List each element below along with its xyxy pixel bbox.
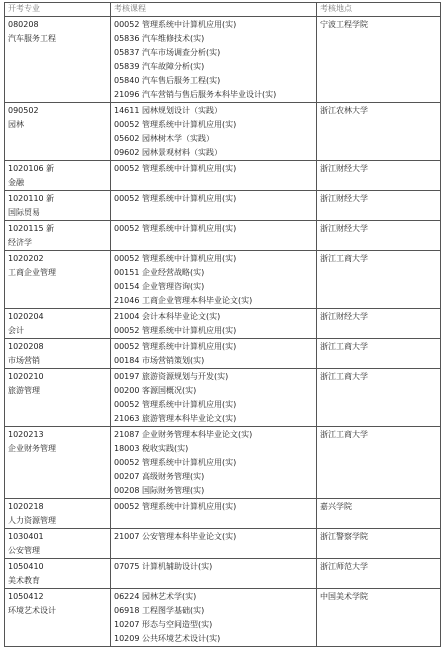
course-line: 00052 管理系统中计算机应用(实) [114, 164, 237, 173]
location-text: 浙江工商大学 [320, 254, 368, 263]
major-line: 1020115 新 [8, 224, 55, 233]
major-cell [5, 369, 111, 427]
course-line: 00052 管理系统中计算机应用(实) [114, 326, 237, 335]
major-line: 080208 [8, 20, 39, 29]
major-line: 1020213 [8, 430, 44, 439]
course-line: 10207 形态与空间造型(实) [114, 620, 213, 629]
major-line: 国际贸易 [8, 208, 40, 217]
courses-cell [111, 191, 317, 221]
major-line: 汽车服务工程 [8, 34, 56, 43]
course-line: 00197 旅游资源规划与开发(实) [114, 372, 229, 381]
major-line: 1020202 [8, 254, 44, 263]
major-cell [5, 17, 111, 103]
location-text: 浙江工商大学 [320, 342, 368, 351]
courses-cell [111, 339, 317, 369]
location-cell [317, 427, 441, 499]
location-cell [317, 191, 441, 221]
course-line: 09602 园林景观材料（实践） [114, 148, 222, 157]
course-line: 18003 税收实践(实) [114, 444, 189, 453]
course-line: 00052 管理系统中计算机应用(实) [114, 342, 237, 351]
major-line: 人力资源管理 [8, 516, 56, 525]
table-header-row [5, 3, 441, 17]
location-cell [317, 103, 441, 161]
location-text: 嘉兴学院 [320, 502, 352, 511]
major-cell [5, 339, 111, 369]
course-line: 05840 汽车售后服务工程(实) [114, 76, 221, 85]
course-line: 00208 国际财务管理(实) [114, 486, 205, 495]
header-location: 考核地点 [317, 3, 441, 17]
course-line: 00154 企业管理咨询(实) [114, 282, 205, 291]
location-text: 浙江财经大学 [320, 312, 368, 321]
course-line: 05839 汽车故障分析(实) [114, 62, 205, 71]
course-line: 05837 汽车市场调查分析(实) [114, 48, 221, 57]
course-line: 21007 公安管理本科毕业论文(实) [114, 532, 237, 541]
course-line: 21063 旅游管理本科毕业论文(实) [114, 414, 237, 423]
major-line: 旅游管理 [8, 386, 40, 395]
location-cell [317, 339, 441, 369]
major-line: 1020110 新 [8, 194, 55, 203]
major-line: 1050412 [8, 592, 44, 601]
courses-cell [111, 103, 317, 161]
courses-cell [111, 499, 317, 529]
header-major: 开考专业 [5, 3, 111, 17]
table-row [5, 309, 441, 339]
major-cell [5, 221, 111, 251]
course-line: 00052 管理系统中计算机应用(实) [114, 458, 237, 467]
major-cell [5, 103, 111, 161]
location-cell [317, 559, 441, 589]
location-cell [317, 499, 441, 529]
major-cell [5, 251, 111, 309]
table-row [5, 369, 441, 427]
course-line: 00052 管理系统中计算机应用(实) [114, 502, 237, 511]
table-row [5, 589, 441, 647]
major-cell [5, 499, 111, 529]
major-line: 1020218 [8, 502, 44, 511]
table-row [5, 427, 441, 499]
major-line: 1020106 新 [8, 164, 55, 173]
courses-cell [111, 529, 317, 559]
table-row [5, 103, 441, 161]
courses-cell [111, 221, 317, 251]
major-line: 1020208 [8, 342, 44, 351]
location-text: 浙江财经大学 [320, 224, 368, 233]
location-text: 浙江农林大学 [320, 106, 368, 115]
table-row [5, 529, 441, 559]
major-line: 会计 [8, 326, 24, 335]
major-line: 1030401 [8, 532, 44, 541]
major-line: 1020210 [8, 372, 44, 381]
course-line: 21087 企业财务管理本科毕业论文(实) [114, 430, 253, 439]
major-line: 金融 [8, 178, 24, 187]
header-courses: 考核课程 [111, 3, 317, 17]
course-line: 00052 管理系统中计算机应用(实) [114, 254, 237, 263]
location-text: 浙江财经大学 [320, 164, 368, 173]
course-line: 05602 园林树木学（实践） [114, 134, 214, 143]
location-text: 宁波工程学院 [320, 20, 368, 29]
table-row [5, 339, 441, 369]
course-line: 06224 园林艺术学(实) [114, 592, 197, 601]
course-line: 07075 计算机辅助设计(实) [114, 562, 213, 571]
course-line: 14611 园林规划设计（实践） [114, 106, 222, 115]
course-line: 00052 管理系统中计算机应用(实) [114, 400, 237, 409]
course-line: 05836 汽车维修技术(实) [114, 34, 205, 43]
major-line: 1050410 [8, 562, 44, 571]
location-cell [317, 17, 441, 103]
course-line: 10209 公共环境艺术设计(实) [114, 634, 221, 643]
location-text: 中国美术学院 [320, 592, 368, 601]
table-row [5, 251, 441, 309]
location-cell [317, 369, 441, 427]
course-line: 21046 工商企业管理本科毕业论文(实) [114, 296, 253, 305]
course-line: 21004 会计本科毕业论文(实) [114, 312, 221, 321]
major-line: 公安管理 [8, 546, 40, 555]
course-line: 00052 管理系统中计算机应用(实) [114, 20, 237, 29]
courses-cell [111, 559, 317, 589]
major-line: 工商企业管理 [8, 268, 56, 277]
location-text: 浙江工商大学 [320, 430, 368, 439]
course-line: 00200 客源国概况(实) [114, 386, 197, 395]
major-cell [5, 427, 111, 499]
major-cell [5, 559, 111, 589]
table-row [5, 17, 441, 103]
location-cell [317, 251, 441, 309]
table-row [5, 221, 441, 251]
courses-cell [111, 369, 317, 427]
exam-course-table [4, 2, 441, 647]
major-line: 企业财务管理 [8, 444, 56, 453]
location-cell [317, 161, 441, 191]
courses-cell [111, 17, 317, 103]
course-line: 00052 管理系统中计算机应用(实) [114, 194, 237, 203]
major-line: 美术教育 [8, 576, 40, 585]
courses-cell [111, 589, 317, 647]
location-text: 浙江财经大学 [320, 194, 368, 203]
major-line: 环境艺术设计 [8, 606, 56, 615]
course-line: 00207 高级财务管理(实) [114, 472, 205, 481]
location-cell [317, 309, 441, 339]
major-line: 园林 [8, 120, 24, 129]
table-body [5, 17, 441, 647]
major-line: 经济学 [8, 238, 32, 247]
course-line: 00052 管理系统中计算机应用(实) [114, 120, 237, 129]
courses-cell [111, 251, 317, 309]
table-row [5, 191, 441, 221]
location-text: 浙江工商大学 [320, 372, 368, 381]
course-line: 21096 汽车营销与售后服务本科毕业设计(实) [114, 90, 277, 99]
location-cell [317, 589, 441, 647]
major-cell [5, 191, 111, 221]
location-text: 浙江师范大学 [320, 562, 368, 571]
table-row [5, 499, 441, 529]
courses-cell [111, 161, 317, 191]
major-line: 1020204 [8, 312, 44, 321]
table-row [5, 161, 441, 191]
course-line: 00052 管理系统中计算机应用(实) [114, 224, 237, 233]
major-cell [5, 589, 111, 647]
courses-cell [111, 309, 317, 339]
major-line: 市场营销 [8, 356, 40, 365]
major-line: 090502 [8, 106, 39, 115]
table-row [5, 559, 441, 589]
location-cell [317, 221, 441, 251]
course-line: 00151 企业经营战略(实) [114, 268, 205, 277]
course-line: 06918 工程图学基础(实) [114, 606, 205, 615]
major-cell [5, 529, 111, 559]
location-text: 浙江警察学院 [320, 532, 368, 541]
courses-cell [111, 427, 317, 499]
major-cell [5, 161, 111, 191]
major-cell [5, 309, 111, 339]
course-line: 00184 市场营销策划(实) [114, 356, 205, 365]
location-cell [317, 529, 441, 559]
